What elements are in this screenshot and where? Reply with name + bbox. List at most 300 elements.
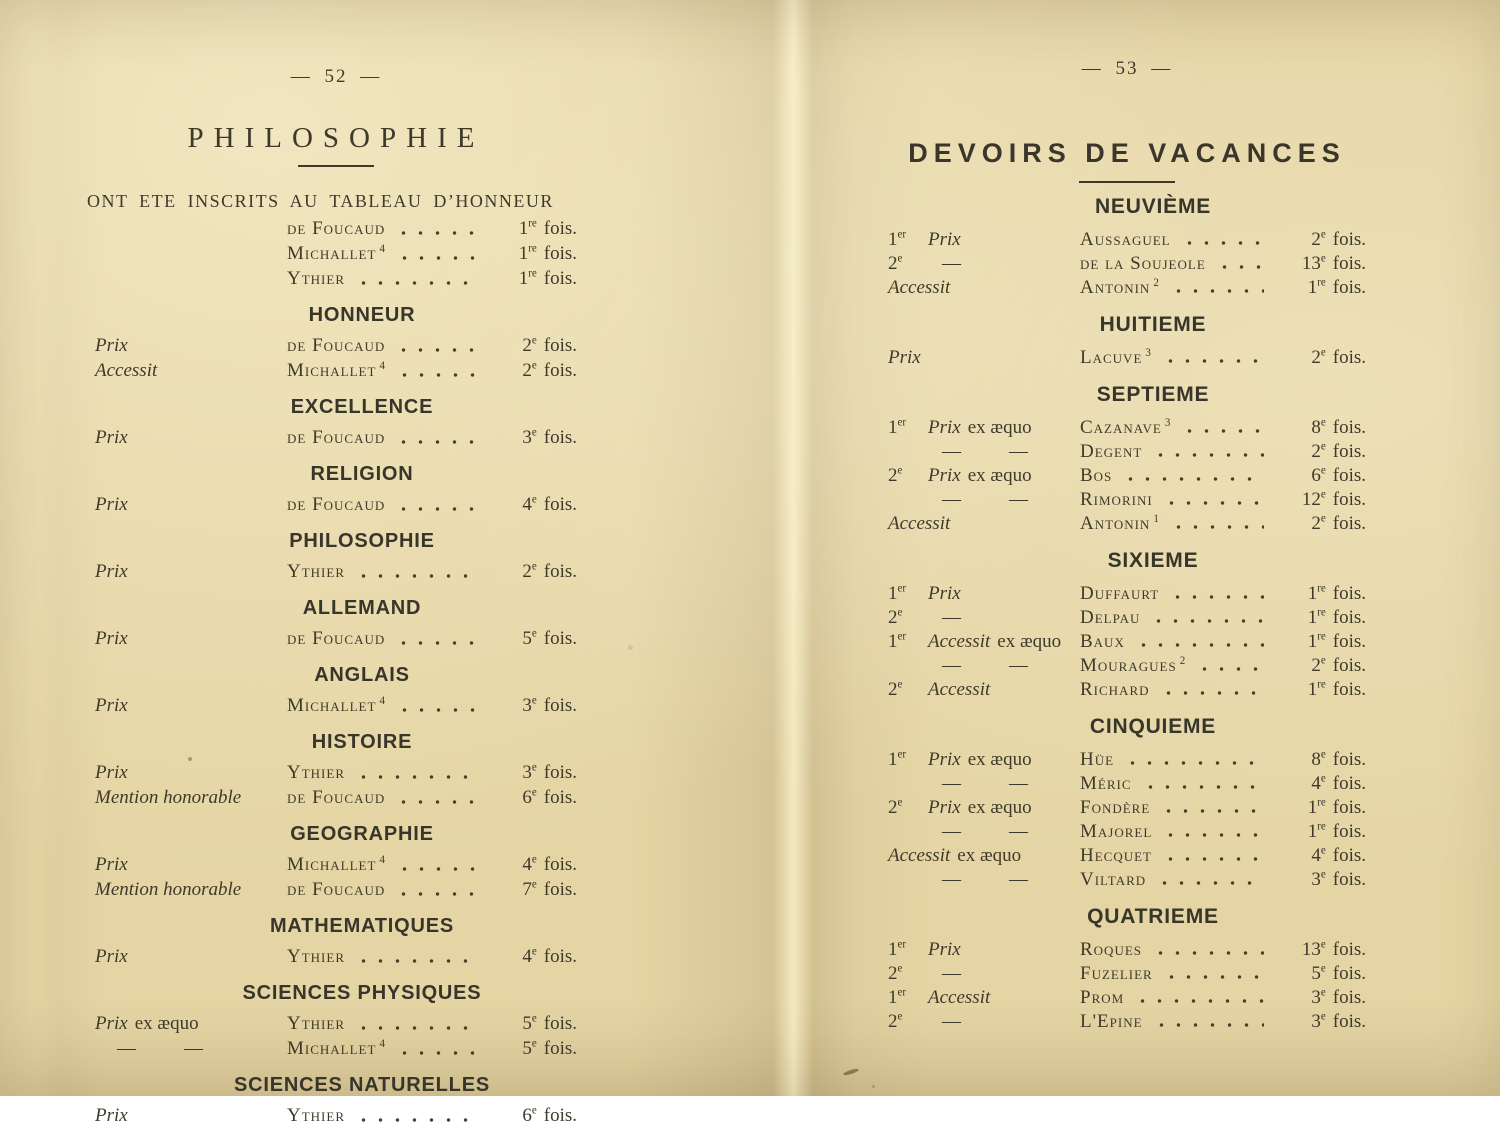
dot-leader [393, 854, 479, 879]
award-label [888, 797, 1080, 819]
award-rank: 2e [888, 606, 903, 628]
prize-row [95, 1105, 577, 1130]
section-heading: CINQUIEME [1089, 715, 1217, 738]
dot-leader [1167, 513, 1264, 537]
times-count: 7e [522, 878, 537, 900]
laureate-name: Ythier [287, 1013, 345, 1034]
award-word: Accessit [95, 360, 158, 381]
award-word: — [942, 441, 961, 462]
times-count: 3e [522, 426, 537, 448]
fois-word: fois. [543, 628, 577, 649]
page-number-left: — 52 — [290, 66, 382, 87]
fois-word: fois. [543, 243, 577, 264]
prize-section [95, 819, 577, 904]
dot-leader [1160, 963, 1264, 987]
prize-row [888, 655, 1366, 679]
times-value [489, 1038, 577, 1060]
award-word: Prix [928, 229, 961, 250]
prize-section [95, 593, 577, 653]
name-footnote: 4 [379, 1037, 386, 1050]
laureate-name: Méric [1080, 773, 1132, 794]
award-suffix: — [1009, 869, 1028, 890]
times-value [1274, 277, 1366, 299]
award-word: Accessit [888, 513, 951, 534]
award-suffix: ex æquo [134, 1013, 199, 1034]
fois-word: fois. [1332, 465, 1366, 486]
times-value [1274, 583, 1366, 605]
award-rank: 1er [888, 228, 907, 250]
times-count: 4e [522, 853, 537, 875]
section-heading: ANGLAIS [314, 664, 410, 686]
prize-row [888, 513, 1366, 537]
dot-leader [392, 218, 479, 243]
award-label [888, 939, 1080, 961]
dot-leader [1147, 607, 1264, 631]
laureate-name: Ythier [287, 762, 345, 783]
dot-leader [1139, 773, 1264, 797]
laureate-name: Cazanave $^3$ [1080, 416, 1172, 438]
laureate-name: de Foucaud [287, 628, 386, 649]
times-value [1274, 987, 1366, 1009]
dot-leader [1149, 939, 1264, 963]
fois-word: fois. [1332, 583, 1366, 604]
times-value [1274, 773, 1366, 795]
dot-leader [1193, 655, 1264, 679]
paper-speck [872, 1085, 875, 1088]
award-suffix: — [1009, 773, 1028, 794]
award-suffix: — [1009, 441, 1028, 462]
laureate-name: Michallet $^4$ [287, 853, 386, 875]
laureate-name: de Foucaud [287, 879, 386, 900]
laureate-name: Ythier [287, 561, 345, 582]
award-word: Prix [888, 347, 921, 368]
award-label [888, 631, 1080, 653]
award-rank: 1er [888, 416, 907, 438]
dot-leader [352, 268, 479, 293]
prize-row [888, 869, 1366, 893]
times-value [489, 335, 577, 357]
award-label [888, 513, 1080, 535]
dot-leader [393, 695, 479, 720]
dot-leader [1167, 277, 1264, 301]
award-word: Prix [928, 797, 961, 818]
award-label [95, 787, 287, 809]
page-number-right: — 53 — [1081, 58, 1173, 79]
dot-leader [352, 561, 479, 586]
dot-leader [392, 335, 479, 360]
times-count: 1re [518, 267, 537, 289]
dot-leader [352, 762, 479, 787]
times-value [489, 427, 577, 449]
laureate-name: Degent [1080, 441, 1143, 462]
times-count: 1re [1307, 678, 1326, 700]
laureate-name: Rimorini [1080, 489, 1153, 510]
section-heading: GEOGRAPHIE [290, 823, 434, 845]
dot-leader [392, 628, 479, 653]
times-count: 12e [1301, 488, 1326, 510]
prize-row [95, 854, 577, 879]
right-page [888, 58, 1366, 1035]
times-value [489, 628, 577, 650]
dot-leader [1178, 229, 1264, 253]
award-rank: 1er [888, 748, 907, 770]
award-label [888, 749, 1080, 771]
award-word: Accessit [928, 631, 991, 652]
times-count: 8e [1311, 416, 1326, 438]
laureate-name: de Foucaud [287, 787, 386, 808]
times-count: 3e [1311, 868, 1326, 890]
times-value [1274, 229, 1366, 251]
dot-leader [1157, 797, 1264, 821]
award-label [95, 762, 287, 784]
award-rank: 1er [888, 986, 907, 1008]
award-rank: 2e [888, 1010, 903, 1032]
laureate-name: Fuzelier [1080, 963, 1153, 984]
prize-row [888, 749, 1366, 773]
prize-row [888, 441, 1366, 465]
fois-word: fois. [543, 494, 577, 515]
award-word: — [942, 655, 961, 676]
prize-row [888, 797, 1366, 821]
prize-section [888, 547, 1366, 703]
section-heading: QUATRIEME [1087, 905, 1219, 928]
laureate-name: Roques [1080, 939, 1143, 960]
dot-leader [1119, 465, 1264, 489]
award-word: Prix [95, 494, 128, 515]
laureate-name: Prom [1080, 987, 1125, 1008]
fois-word: fois. [1332, 513, 1366, 534]
award-rank: 2e [888, 796, 903, 818]
laureate-name: Michallet $^4$ [287, 1037, 386, 1059]
award-label [95, 561, 287, 583]
laureate-name: de la Soujeole [1080, 253, 1206, 274]
laureate-name: Michallet $^4$ [287, 694, 386, 716]
section-heading: SEPTIEME [1096, 383, 1210, 406]
times-count: 2e [1311, 346, 1326, 368]
fois-word: fois. [1332, 607, 1366, 628]
prize-row [888, 583, 1366, 607]
times-count: 3e [522, 694, 537, 716]
times-value [489, 946, 577, 968]
title-rule [298, 165, 374, 167]
award-suffix: ex æquo [967, 465, 1032, 486]
times-value [1274, 655, 1366, 677]
fois-word: fois. [543, 854, 577, 875]
times-value [489, 360, 577, 382]
dot-leader [393, 360, 479, 385]
times-value [489, 218, 577, 240]
award-word: — [942, 869, 961, 890]
award-word: Prix [928, 939, 961, 960]
award-suffix: — [1009, 489, 1028, 510]
award-word: — [942, 1011, 961, 1032]
laureate-name: Antonin $^2$ [1080, 276, 1160, 298]
laureate-name: Ythier [287, 1105, 345, 1126]
times-value [1274, 963, 1366, 985]
award-label [95, 628, 287, 650]
section-heading: HISTOIRE [311, 731, 413, 753]
fois-word: fois. [1332, 845, 1366, 866]
prize-section [888, 193, 1366, 301]
times-value [1274, 607, 1366, 629]
award-label [888, 869, 1080, 891]
prize-row [888, 939, 1366, 963]
prize-row [95, 695, 577, 720]
times-value [489, 787, 577, 809]
times-value [489, 494, 577, 516]
laureate-name: Ythier [287, 268, 345, 289]
award-label [888, 963, 1080, 985]
award-word: — [942, 963, 961, 984]
prize-row [95, 946, 577, 971]
fois-word: fois. [1332, 963, 1366, 984]
prize-row [888, 631, 1366, 655]
prize-row [95, 879, 577, 904]
times-value [489, 695, 577, 717]
times-value [1274, 347, 1366, 369]
dot-leader [1149, 441, 1264, 465]
right-page-title: DEVOIRS DE VACANCES [908, 138, 1346, 168]
times-value [1274, 417, 1366, 439]
prize-row [95, 218, 577, 243]
prize-section [95, 911, 577, 971]
fois-word: fois. [543, 268, 577, 289]
times-count: 5e [1311, 962, 1326, 984]
times-value [489, 762, 577, 784]
fois-word: fois. [543, 335, 577, 356]
laureate-name: de Foucaud [287, 218, 386, 239]
times-value [489, 854, 577, 876]
prize-row [95, 1013, 577, 1038]
laureate-name: de Foucaud [287, 494, 386, 515]
dot-leader [352, 1013, 479, 1038]
award-label [888, 441, 1080, 463]
times-count: 2e [522, 334, 537, 356]
award-rank: 1er [888, 938, 907, 960]
times-value [1274, 749, 1366, 771]
award-word: Accessit [928, 987, 991, 1008]
times-value [1274, 797, 1366, 819]
name-footnote: 2 [1179, 654, 1187, 667]
prize-section [95, 459, 577, 519]
award-label [95, 1013, 287, 1035]
laureate-name: Duffaurt [1080, 583, 1160, 604]
section-heading: RELIGION [310, 463, 414, 485]
section-heading: MATHEMATIQUES [269, 915, 455, 937]
laureate-name: Viltard [1080, 869, 1147, 890]
award-suffix: ex æquo [957, 845, 1022, 866]
title-rule [1079, 181, 1175, 183]
dot-leader [1159, 347, 1264, 371]
times-value [489, 561, 577, 583]
award-label [888, 583, 1080, 605]
award-word: Prix [95, 695, 128, 716]
section-heading: SIXIEME [1107, 549, 1199, 572]
fois-word: fois. [1332, 987, 1366, 1008]
award-rank: 1er [888, 630, 907, 652]
award-word: Prix [928, 749, 961, 770]
times-count: 6e [522, 786, 537, 808]
award-suffix: — [1009, 655, 1028, 676]
award-rank: 2e [888, 678, 903, 700]
award-word: Prix [95, 427, 128, 448]
times-count: 2e [522, 560, 537, 582]
award-rank: 2e [888, 962, 903, 984]
prize-row [95, 561, 577, 586]
award-label [95, 879, 287, 901]
award-label [888, 679, 1080, 701]
times-count: 1re [1307, 630, 1326, 652]
award-suffix: ex æquo [967, 749, 1032, 770]
prize-section [95, 526, 577, 586]
dot-leader [1132, 631, 1264, 655]
dot-leader [1160, 489, 1264, 513]
name-footnote: 3 [1145, 346, 1152, 359]
times-count: 4e [522, 945, 537, 967]
times-count: 2e [1311, 654, 1326, 676]
times-value [1274, 489, 1366, 511]
prize-row [888, 417, 1366, 441]
times-count: 1re [1307, 820, 1326, 842]
times-count: 3e [1311, 1010, 1326, 1032]
laureate-name: Baux [1080, 631, 1125, 652]
prize-section [95, 300, 577, 385]
prize-row [888, 347, 1366, 371]
fois-word: fois. [1332, 939, 1366, 960]
fois-word: fois. [543, 695, 577, 716]
award-label [888, 489, 1080, 511]
fois-word: fois. [543, 427, 577, 448]
award-label [888, 655, 1080, 677]
times-count: 13e [1301, 938, 1326, 960]
times-count: 4e [1311, 772, 1326, 794]
fois-word: fois. [1332, 773, 1366, 794]
award-suffix: ex æquo [967, 797, 1032, 818]
dot-leader [392, 787, 479, 812]
award-word: Prix [95, 1013, 128, 1034]
award-label [95, 335, 287, 357]
award-word: Prix [95, 946, 128, 967]
prize-section [95, 660, 577, 720]
award-label [95, 427, 287, 449]
award-label [95, 854, 287, 876]
prize-section [95, 978, 577, 1063]
prize-row [95, 243, 577, 268]
prize-section [95, 727, 577, 812]
times-count: 1re [518, 242, 537, 264]
section-heading: HONNEUR [308, 304, 416, 326]
fois-word: fois. [1332, 869, 1366, 890]
award-word: Accessit [928, 679, 991, 700]
award-word: — [942, 253, 961, 274]
fois-word: fois. [543, 360, 577, 381]
award-word: Prix [928, 465, 961, 486]
prize-row [888, 277, 1366, 301]
dot-leader [1131, 987, 1264, 1011]
prize-row [95, 762, 577, 787]
times-value [1274, 845, 1366, 867]
section-heading: SCIENCES NATURELLES [234, 1074, 490, 1096]
paper-speck [843, 1068, 859, 1077]
prize-row [888, 607, 1366, 631]
paper-speck [628, 645, 633, 650]
laureate-name: Ythier [287, 946, 345, 967]
section-heading: NEUVIÈME [1094, 195, 1212, 218]
tableau-honneur-list [95, 218, 577, 293]
prize-row [888, 253, 1366, 277]
award-label [95, 1038, 287, 1060]
times-count: 3e [522, 761, 537, 783]
dot-leader [1159, 821, 1264, 845]
award-word: Prix [95, 854, 128, 875]
times-value [1274, 465, 1366, 487]
laureate-name: Antonin $^1$ [1080, 512, 1160, 534]
dot-leader [1166, 583, 1264, 607]
award-word: Prix [928, 583, 961, 604]
award-suffix: ex æquo [997, 631, 1062, 652]
fois-word: fois. [543, 1105, 577, 1126]
prize-row [888, 821, 1366, 845]
award-label [888, 821, 1080, 843]
times-count: 13e [1301, 252, 1326, 274]
award-label [888, 277, 1080, 299]
laureate-name: L'Epine [1080, 1011, 1143, 1032]
left-sections [95, 300, 577, 1130]
award-label [888, 987, 1080, 1009]
award-word: Prix [95, 628, 128, 649]
times-count: 1re [1307, 796, 1326, 818]
section-heading: SCIENCES PHYSIQUES [242, 982, 482, 1004]
dot-leader [393, 1038, 479, 1063]
award-label [888, 773, 1080, 795]
award-label [95, 695, 287, 717]
times-value [489, 1013, 577, 1035]
times-value [1274, 679, 1366, 701]
times-count: 1re [518, 217, 537, 239]
fois-word: fois. [1332, 749, 1366, 770]
right-sections [888, 193, 1366, 1035]
times-count: 8e [1311, 748, 1326, 770]
prize-section [888, 381, 1366, 537]
prize-row [95, 787, 577, 812]
fois-word: fois. [1332, 821, 1366, 842]
prize-row [888, 963, 1366, 987]
laureate-name: de Foucaud [287, 335, 386, 356]
times-count: 6e [522, 1104, 537, 1126]
award-rank: 2e [888, 252, 903, 274]
laureate-name: Mouragues $^2$ [1080, 654, 1187, 676]
name-footnote: 4 [379, 853, 386, 866]
award-word: Mention honorable [95, 787, 242, 808]
times-count: 1re [1307, 276, 1326, 298]
award-word: Accessit [888, 845, 951, 866]
times-value [1274, 939, 1366, 961]
prize-row [888, 489, 1366, 513]
laureate-name: Hüe [1080, 749, 1115, 770]
prize-row [888, 773, 1366, 797]
times-value [1274, 513, 1366, 535]
times-value [1274, 441, 1366, 463]
fois-word: fois. [543, 946, 577, 967]
award-word: Prix [95, 335, 128, 356]
award-rank: 1er [888, 582, 907, 604]
fois-word: fois. [543, 1038, 577, 1059]
dot-leader [392, 427, 479, 452]
section-heading: HUITIEME [1099, 313, 1207, 336]
award-label [95, 1105, 287, 1127]
award-word: Prix [95, 561, 128, 582]
award-label [888, 229, 1080, 251]
